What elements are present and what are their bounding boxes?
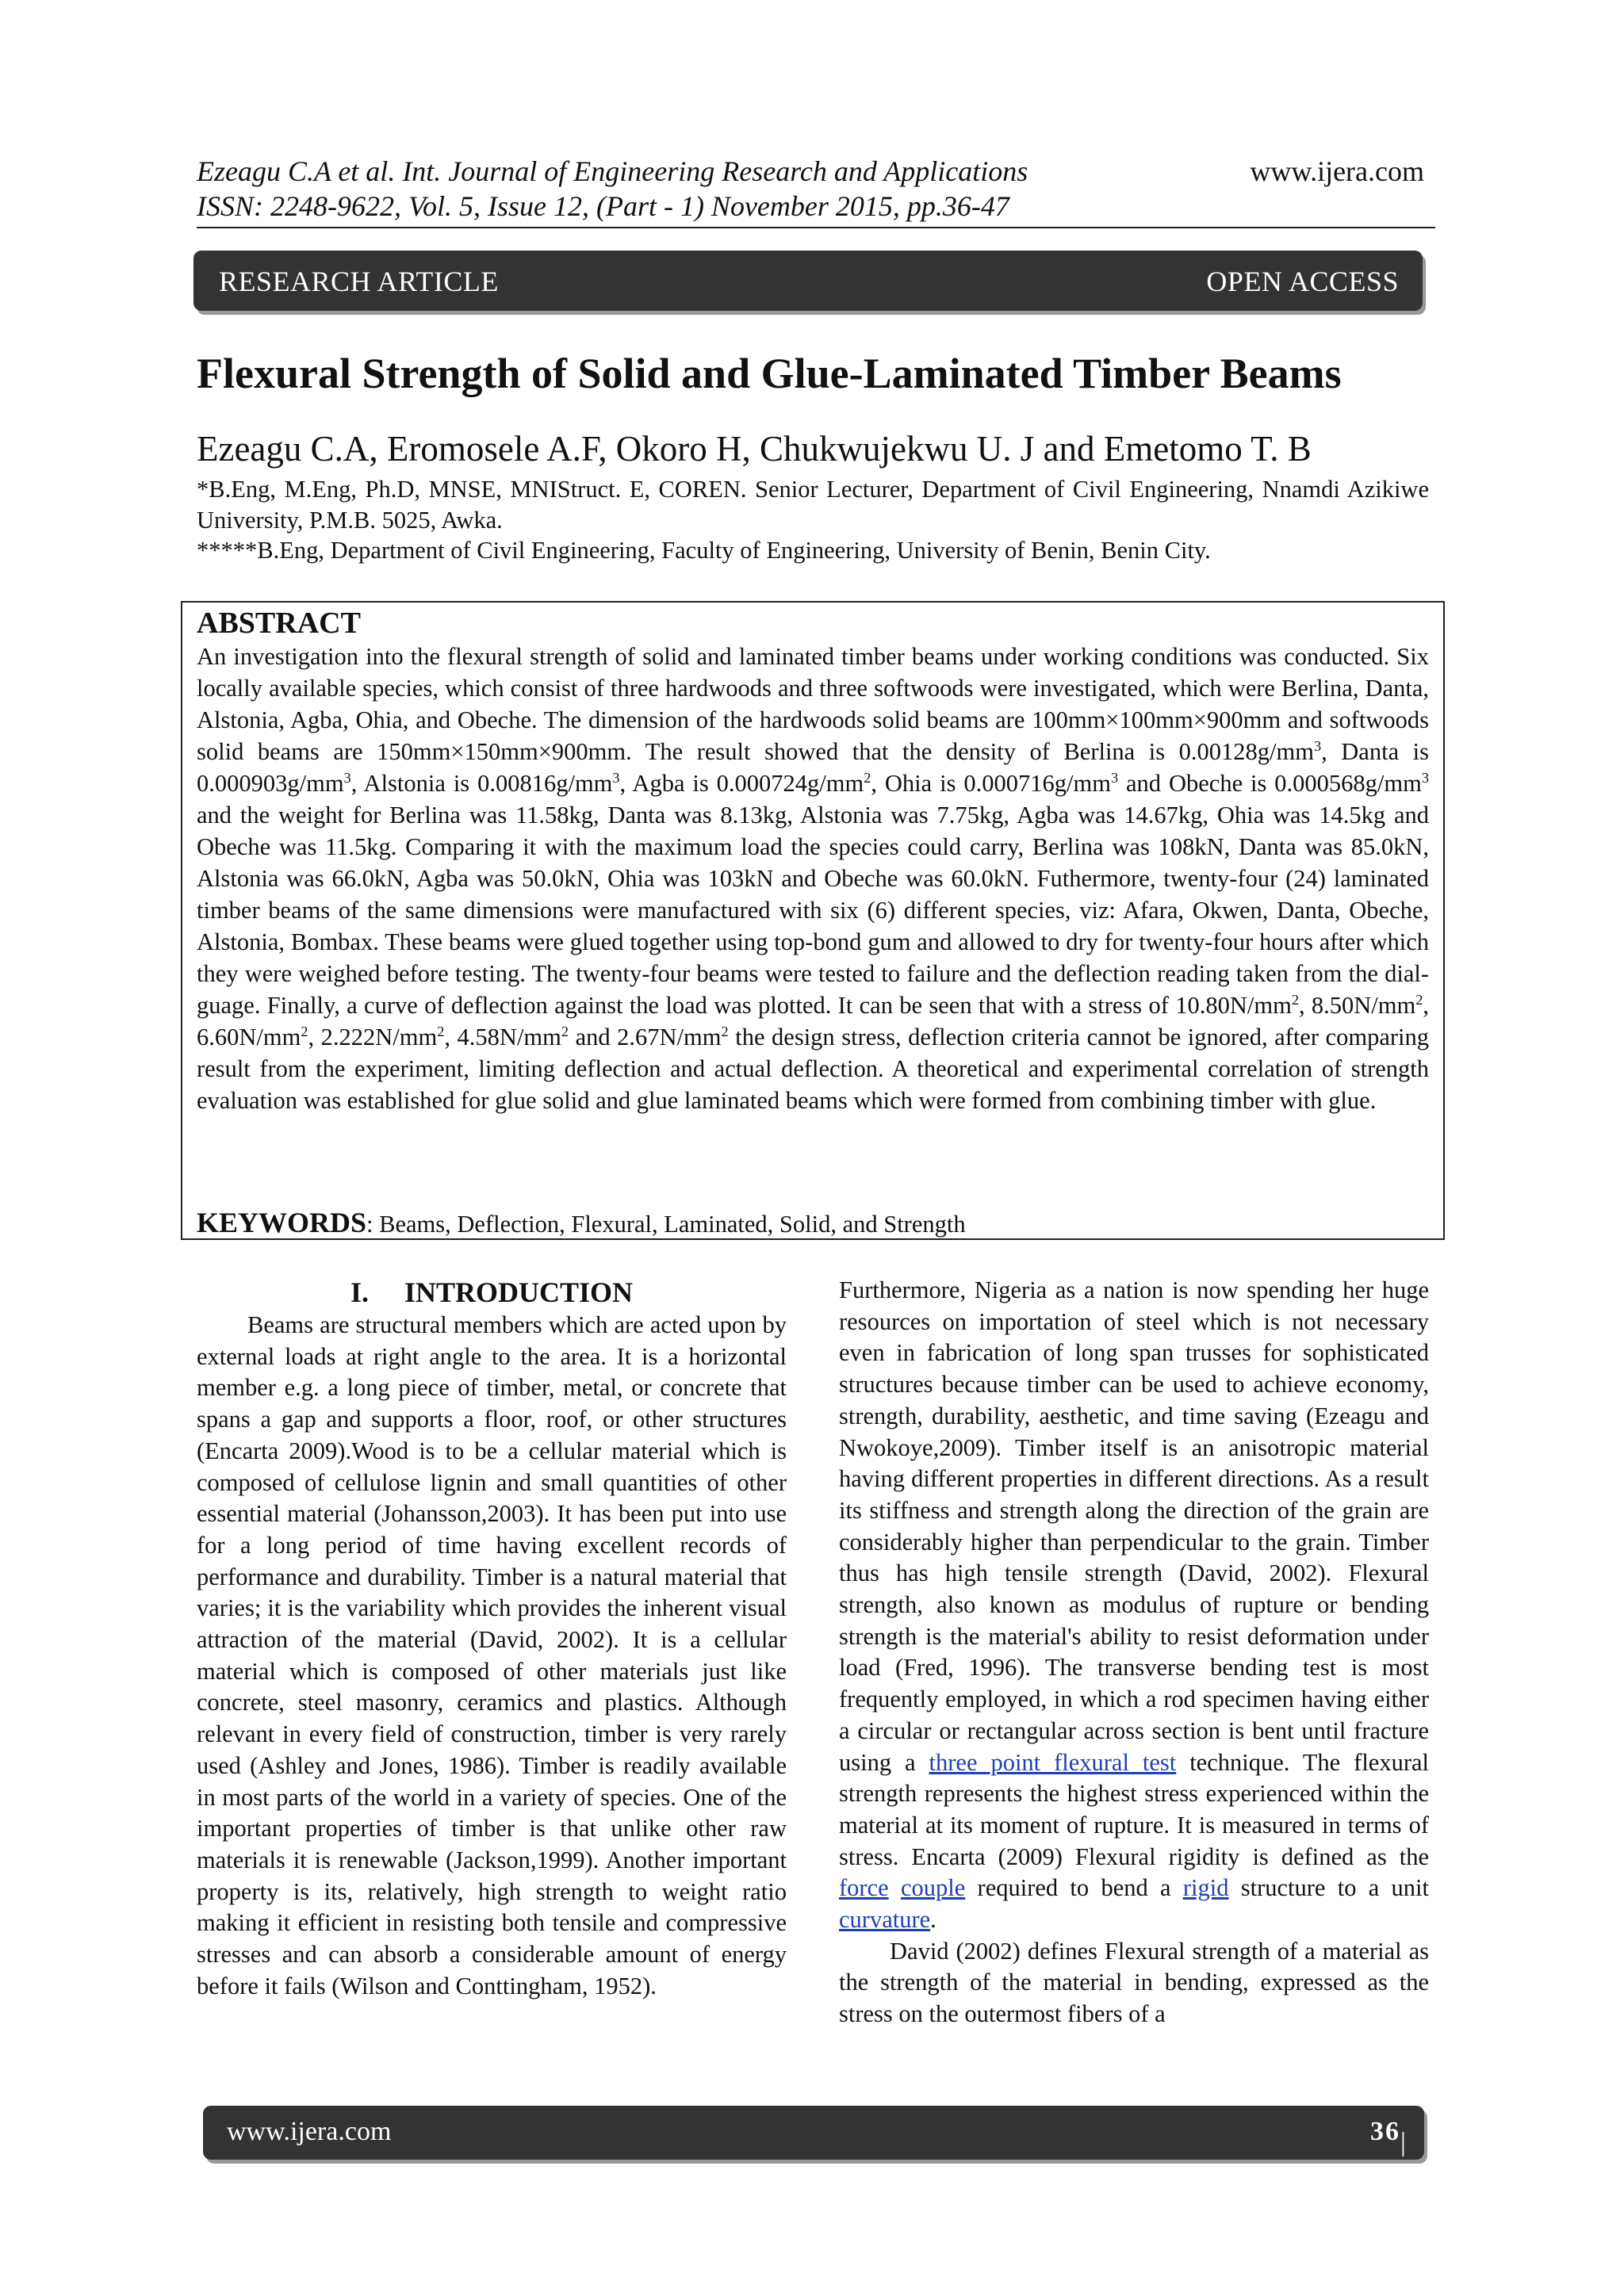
journal-line: Ezeagu C.A et al. Int. Journal of Engineering Research and Applications — [197, 155, 1028, 187]
keywords-text: : Beams, Deflection, Flexural, Laminated, Solid, and Strength — [366, 1211, 966, 1238]
intro-paragraph-2: Furthermore, Nigeria as a nation is now spending her huge resources on importation of steel which is not necessary even in fabrication of long span trusses for sophisticated structures because timber can be used to achieve economy, strength, durability, aesthetic, and time saving (Ezeagu and Nwokoye,2009). Timber itself is an anisotropic material having different properties in different directions. As a result its stiffness and strength along the direction of the grain are considerably higher than perpendicular to the grain. Timber thus has high tensile strength (David, 2002). Flexural strength, also known as modulus of rupture or bending strength is the material's ability to resist deformation under load (Fred, 1996). The transverse bending test is most frequently employed, in which a rod specimen having either a circular or rectangular across section is bent until fracture using a three point flexural test technique. The flexural strength represents the highest stress experienced within the material at its moment of rupture. It is measured in terms of stress. Encarta (2009) Flexural rigidity is defined as the force couple required to bend a rigid structure to a unit curvature. — [839, 1276, 1430, 1934]
link-couple[interactable]: couple — [900, 1874, 966, 1902]
link-curvature[interactable]: curvature — [839, 1906, 931, 1934]
issn-line: ISSN: 2248-9622, Vol. 5, Issue 12, (Part - 1) November 2015, pp.36-47 — [197, 190, 1009, 222]
affiliation-1: *B.Eng, M.Eng, Ph.D, MNSE, MNIStruct. E, COREN. Senior Lecturer, Department of Civil Engineering, Nnamdi Azikiwe University, P.M.B. 5025, Awka. — [197, 476, 1429, 534]
intro-paragraph-1: Beams are structural members which are acted upon by external loads at right angle to the area. It is a horizontal member e.g. a long piece of timber, metal, or concrete that spans a gap and supports a floor, roof, or other structures (Encarta 2009).Wood is to be a cellular material which is composed of cellulose lignin and small quantities of other essential material (Johansson,2003). It has been put into use for a long period of time having excellent records of performance and durability. Timber is a natural material that varies; it is the variability which provides the inherent visual attraction of the material (David, 2002). It is a cellular material which is composed of other materials just like concrete, steel masonry, ceramics and plastics. Although relevant in every field of construction, timber is very rarely used (Ashley and Jones, 1986). Timber is readily available in most parts of the world in a variety of species. One of the important properties of timber is that unlike other raw materials it is renewable (Jackson,1999). Another important property is its, relatively, high strength to weight ratio making it efficient in resisting both tensile and compressive stresses and can absorb a considerable amount of energy before it fails (Wilson and Conttingham, 1952). — [197, 1311, 787, 1999]
article-type-label: RESEARCH ARTICLE — [219, 266, 499, 297]
paper-title: Flexural Strength of Solid and Glue-Laminated Timber Beams — [197, 350, 1342, 397]
link-force[interactable]: force — [839, 1874, 889, 1902]
header-divider — [197, 227, 1435, 228]
affiliations — [197, 474, 1429, 566]
page-number: 36 | P a g e — [1370, 2117, 1416, 2278]
footer-website-link[interactable]: www.ijera.com — [227, 2117, 392, 2146]
link-rigid[interactable]: rigid — [1182, 1874, 1229, 1902]
running-header — [197, 154, 1028, 224]
header-website-link[interactable]: www.ijera.com — [1250, 155, 1424, 187]
article-banner — [193, 251, 1423, 311]
author-list: Ezeagu C.A, Eromosele A.F, Okoro H, Chukwujekwu U. J and Emetomo T. B — [197, 429, 1312, 469]
intro-paragraph-3: David (2002) defines Flexural strength of a material as the strength of the material in bending, expressed as the stress on the outermost fibers of a — [839, 1937, 1429, 2028]
keywords-line — [197, 1207, 966, 1240]
link-three-point-flexural-test[interactable]: three point flexural test — [929, 1748, 1177, 1776]
keywords-label: KEYWORDS — [197, 1207, 367, 1238]
abstract-heading: ABSTRACT — [197, 607, 361, 640]
abstract-text: An investigation into the flexural strength of solid and laminated timber beams under working conditions was conducted. Six locally available species, which consist of three hardwoods and three softwoods were investigated, which were Berlina, Danta, Alstonia, Agba, Ohia, and Obeche. The dimension of the hardwoods solid beams are 100mm×100mm×900mm and softwoods solid beams are 150mm×150mm×900mm. The result showed that the density of Berlina is $0.00128g/mm^3$, Danta is $0.000903g/mm^3$, Alstonia is $0.00816g/mm^3$, Agba is $0.000724g/mm^2$, Ohia is $0.000716g/mm^3$ and Obeche is $0.000568g/mm^3$ and the weight for Berlina was 11.58kg, Danta was 8.13kg, Alstonia was 7.75kg, Agba was 14.67kg, Ohia was 14.5kg and Obeche was 11.5kg. Comparing it with the maximum load the species could carry, Berlina was 108kN, Danta was 85.0kN, Alstonia was 66.0kN, Agba was 50.0kN, Ohia was 103kN and Obeche was 60.0kN. Futhermore, twenty-four (24) laminated timber beams of the same dimensions were manufactured with six (6) different species, viz: Afara, Okwen, Danta, Obeche, Alstonia, Bombax. These beams were glued together using top-bond gum and allowed to dry for twenty-four hours after which they were weighed before testing. The twenty-four beams were tested to failure and the deflection reading taken from the dial-guage. Finally, a curve of deflection against the load was plotted. It can be seen that with a stress of $10.80N/mm^2$, $8.50N/mm^2$, $6.60N/mm^2$, $2.222N/mm^2$, $4.58N/mm^2$ and $2.67N/mm^2$ the design stress, deflection criteria cannot be ignored, after comparing result from the experiment, limiting deflection and actual deflection. A theoretical and experimental correlation of strength evaluation was established for glue solid and glue laminated beams which were formed from combining timber with glue. — [197, 643, 1430, 1114]
introduction-heading: I. INTRODUCTION — [350, 1276, 634, 1308]
access-label: OPEN ACCESS — [1206, 266, 1399, 297]
footer-bar — [203, 2106, 1424, 2278]
right-column — [839, 1275, 1429, 2030]
affiliation-2: *****B.Eng, Department of Civil Engineering, Faculty of Engineering, University of Benin, Benin City. — [197, 537, 1211, 564]
left-column — [197, 1275, 787, 2002]
